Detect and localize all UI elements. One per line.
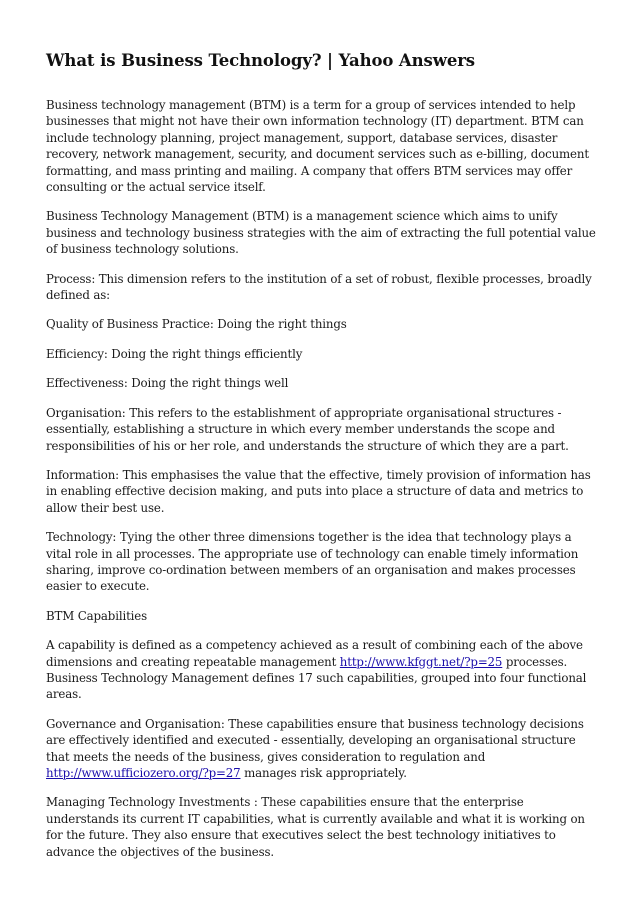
paragraph-text: A capability is defined as a competency achieved as a result of combining each of the above dimensions and creating repeatable management	[46, 638, 583, 669]
paragraph-text: processes. Business Technology Management defines 17 such capabilities, grouped into four functional areas.	[46, 654, 587, 702]
paragraph-btm-science: Business Technology Management (BTM) is a management science which aims to unify business and technology business strategies with the aim of extracting the full potential value of business technology solutions.	[46, 209, 596, 257]
paragraph-information: Information: This emphasises the value that the effective, timely provision of information has in enabling effective decision making, and puts into place a structure of data and metrics to allow their best use.	[46, 467, 591, 515]
paragraph-btm-definition: Business technology management (BTM) is a term for a group of services intended to help businesses that might not have their own information technology (IT) department. BTM can include technology planning, project management, support, database services, disaster recovery, network management, security, and document services such as e-billing, document formatting, and mass printing and mailing. A company that offers BTM services may offer consulting or the actual service itself.	[46, 98, 589, 195]
paragraph-effectiveness: Effectiveness: Doing the right things well	[46, 376, 289, 391]
kfggt-link[interactable]: http://www.kfggt.net/?p=25	[339, 654, 503, 669]
paragraph-text: Governance and Organisation: These capabilities ensure that business technology decisions are effectively identified and executed - essentially, developing an organisational structure that meets the needs of the business, gives consideration to regulation and	[46, 716, 584, 764]
paragraph-investments: Managing Technology Investments : These capabilities ensure that the enterprise understands its current IT capabilities, what is currently available and what it is working on for the future. They also ensure that executives select the best technology initiatives to advance the objectives of the business.	[46, 795, 585, 859]
paragraph-efficiency: Efficiency: Doing the right things efficiently	[46, 346, 303, 361]
paragraph-organisation: Organisation: This refers to the establishment of appropriate organisational structures - essentially, establishing a structure in which every member understands the scope and responsibilities of his or her role, and understands the structure of which they are a part.	[46, 405, 569, 453]
paragraph-capability-definition	[46, 637, 596, 703]
page-title: What is Business Technology? | Yahoo Answers	[46, 51, 475, 70]
paragraph-quality: Quality of Business Practice: Doing the right things	[46, 317, 347, 332]
paragraph-process: Process: This dimension refers to the institution of a set of robust, flexible processes, broadly defined as:	[46, 271, 592, 303]
document-page	[46, 50, 596, 873]
paragraph-text: manages risk appropriately.	[240, 766, 407, 780]
ufficiozero-link[interactable]: http://www.ufficiozero.org/?p=27	[46, 766, 241, 780]
section-heading-btm-capabilities: BTM Capabilities	[46, 608, 148, 623]
paragraph-technology: Technology: Tying the other three dimensions together is the idea that technology plays a vital role in all processes. The appropriate use of technology can enable timely information sharing, improve co-ordination between members of an organisation and makes processes easier to execute.	[46, 530, 579, 594]
paragraph-governance	[46, 716, 596, 782]
